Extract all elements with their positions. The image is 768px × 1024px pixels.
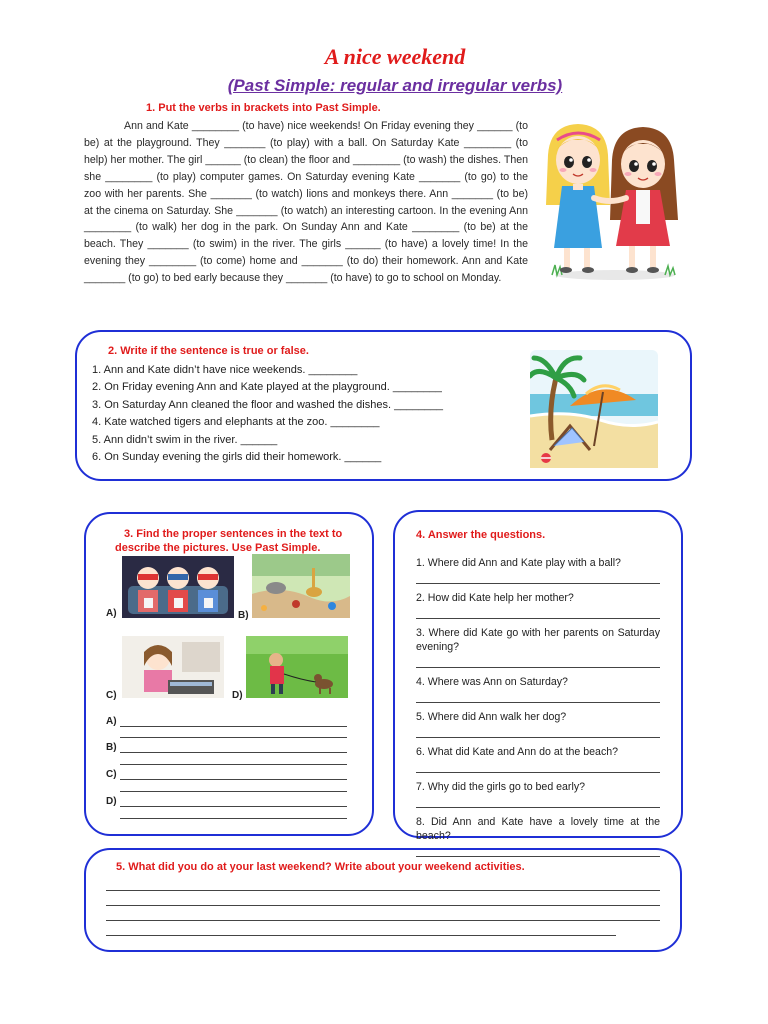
answer-line-q5[interactable] [416, 727, 660, 738]
question-1: 1. Where did Ann and Kate play with a ball? [416, 557, 621, 569]
exercise2-title: 2. Write if the sentence is true or false. [108, 345, 309, 357]
answer-line-a1[interactable] [120, 726, 347, 727]
tf-sentence-3: 3. On Saturday Ann cleaned the floor and washed the dishes. ________ [92, 398, 444, 411]
picture-label-b: B) [238, 610, 249, 621]
answer-line-d1[interactable] [120, 806, 347, 807]
answer-line-q1[interactable] [416, 573, 660, 584]
question-5: 5. Where did Ann walk her dog? [416, 711, 567, 723]
answer-line-q6[interactable] [416, 762, 660, 773]
answer-label-b: B) [106, 742, 117, 753]
answer-line-a2[interactable] [120, 737, 347, 738]
picture-label-a: A) [106, 608, 117, 619]
tf-sentence-4: 4. Kate watched tigers and elephants at the zoo. ________ [92, 416, 380, 429]
picture-label-c: C) [106, 690, 117, 701]
exercise4-title: 4. Answer the questions. [416, 529, 546, 541]
exercise3-title-line2: describe the pictures. Use Past Simple. [115, 542, 321, 554]
answer-line-q7[interactable] [416, 797, 660, 808]
question-7: 7. Why did the girls go to bed early? [416, 781, 586, 793]
girls-illustration [540, 120, 690, 285]
tf-sentence-1: 1. Ann and Kate didn’t have nice weekends. ________ [92, 364, 358, 376]
question-3: 3. Where did Kate go with her parents on Saturday evening? [416, 627, 660, 653]
answer-line-q4[interactable] [416, 692, 660, 703]
writing-line-2[interactable] [106, 905, 660, 906]
answer-line-q3[interactable] [416, 657, 660, 668]
picture-dog-walk [246, 636, 348, 698]
beach-picture [530, 350, 658, 468]
exercise1-title: 1. Put the verbs in brackets into Past Simple. [146, 102, 381, 114]
passage-text: Ann and Kate ________ (to have) nice weekends! On Friday evening they ______ (to be) at the playground. They _______ (to play) with a ball. On Saturday Kate ________ (to help) her mother. The girl ______ (to clean) the floor and ________ (to wash) the dishes. Then she ________ (to play) computer games. On Saturday evening Kate _______ (to go) to the zoo with her parents. She _______ (to watch) lions and monkeys there. Ann _______ (to be) at the cinema on Saturday. She _______ (to watch) an interesting cartoon. In the evening Ann ________ (to walk) her dog in the park. On Sunday Ann and Kate ________ (to be) at the beach. They _______ (to swim) in the river. The girls ______ (to have) a lovely time! In the evening they ________ (to come) home and _______ (to do) their homework. Ann and Kate _______ (to go) to bed early because they _______ (to have) to go to school on Monday. [84, 120, 528, 285]
picture-cinema [122, 556, 234, 618]
question-6: 6. What did Kate and Ann do at the beach? [416, 746, 619, 758]
question-8: 8. Did Ann and Kate have a lovely time at the beach? [416, 816, 660, 842]
page-subtitle: (Past Simple: regular and irregular verbs) [227, 76, 563, 95]
exercise5-title: 5. What did you do at your last weekend? Write about your weekend activities. [116, 861, 525, 873]
answer-label-a: A) [106, 716, 117, 727]
answer-line-d2[interactable] [120, 818, 347, 819]
writing-line-3[interactable] [106, 920, 660, 921]
picture-zoo [252, 554, 350, 618]
tf-sentence-6: 6. On Sunday evening the girls did their homework. ______ [92, 451, 382, 464]
page-title: A nice weekend [324, 44, 466, 69]
answer-label-c: C) [106, 769, 117, 780]
question-4: 4. Where was Ann on Saturday? [416, 676, 568, 688]
answer-line-c1[interactable] [120, 779, 347, 780]
true-false-list [92, 362, 443, 466]
exercise3-title-line1: 3. Find the proper sentences in the text to [124, 528, 343, 540]
tf-sentence-2: 2. On Friday evening Ann and Kate played at the playground. ________ [92, 381, 442, 394]
answer-line-b1[interactable] [120, 752, 347, 753]
answer-line-b2[interactable] [120, 764, 347, 765]
writing-line-4[interactable] [106, 935, 616, 936]
questions-list [416, 556, 660, 864]
exercise1-passage [84, 118, 528, 287]
question-2: 2. How did Kate help her mother? [416, 592, 574, 604]
answer-line-c2[interactable] [120, 791, 347, 792]
answer-line-q2[interactable] [416, 608, 660, 619]
picture-computer [122, 636, 224, 698]
answer-label-d: D) [106, 796, 117, 807]
writing-line-1[interactable] [106, 890, 660, 891]
picture-label-d: D) [232, 690, 243, 701]
tf-sentence-5: 5. Ann didn’t swim in the river. ______ [92, 433, 278, 446]
